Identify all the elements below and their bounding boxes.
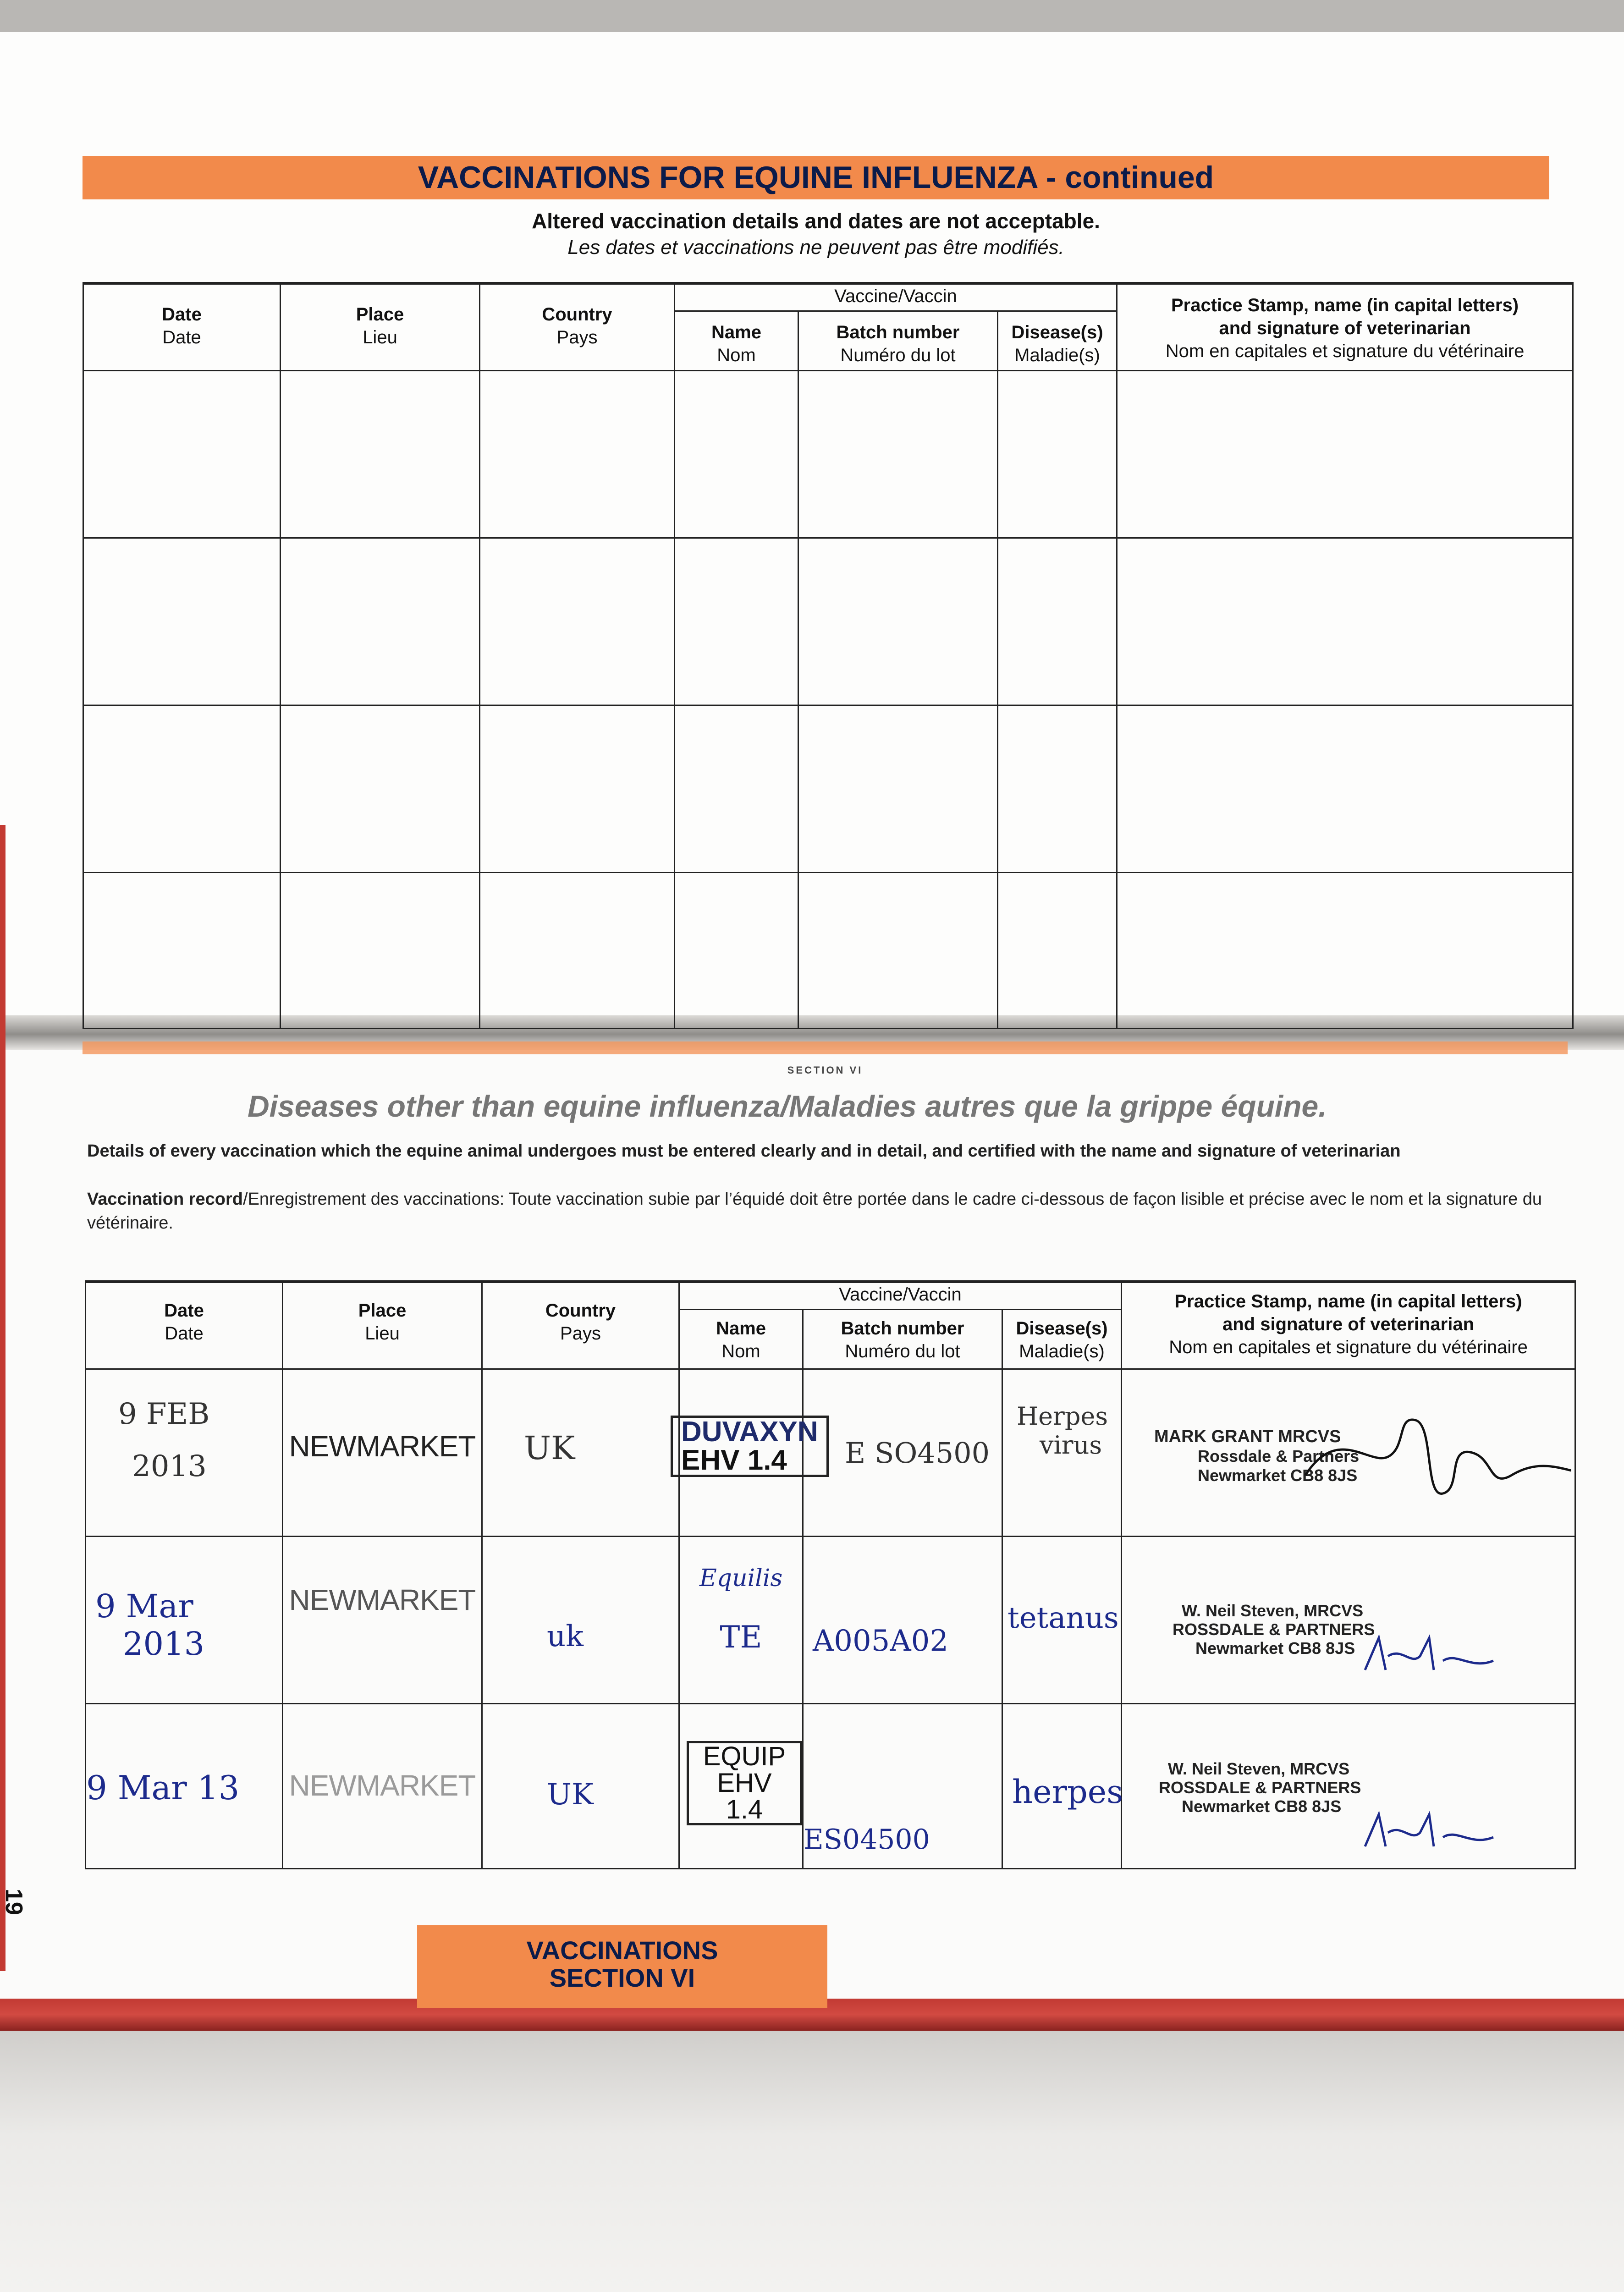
record-vaccine — [679, 1703, 803, 1868]
record-country — [482, 1703, 679, 1868]
col-country-en: Country — [545, 1300, 616, 1321]
record-batch-text: A005A02 — [813, 1624, 949, 1658]
col-disease-en: Disease(s) — [1016, 1318, 1108, 1339]
table-row — [83, 538, 1573, 705]
col-stamp-en-2: and signature of veterinarian — [1219, 318, 1471, 338]
table-row — [86, 1703, 1575, 1868]
table-row — [83, 705, 1573, 872]
vet-practice: ROSSDALE & PARTNERS — [1159, 1778, 1361, 1797]
record-batch — [803, 1369, 1002, 1536]
col-disease-fr: Maladie(s) — [1014, 345, 1100, 365]
table-row — [86, 1369, 1575, 1536]
col-name-en: Name — [711, 322, 761, 342]
col-batch-fr: Numéro du lot — [845, 1341, 960, 1361]
col-batch-fr: Numéro du lot — [840, 345, 956, 365]
col-stamp-fr: Nom en capitales et signature du vétérinaire — [1169, 1337, 1528, 1357]
col-name-fr: Nom — [717, 345, 756, 365]
col-vaccine-group: Vaccine/Vaccin — [679, 1282, 1122, 1309]
col-stamp-fr: Nom en capitales et signature du vétérinaire — [1165, 341, 1525, 361]
vet-name: W. Neil Steven, MRCVS — [1182, 1601, 1364, 1620]
vet-signature — [1360, 1629, 1498, 1684]
record-date-line2: 2013 — [123, 1625, 205, 1663]
record-vaccine-stamp — [671, 1416, 829, 1477]
record-country — [482, 1536, 679, 1703]
record-place — [283, 1536, 482, 1703]
col-disease-en: Disease(s) — [1011, 322, 1103, 342]
table-row — [83, 872, 1573, 1028]
col-batch — [803, 1309, 1002, 1369]
col-date — [83, 283, 281, 370]
col-name-fr: Nom — [721, 1341, 760, 1361]
scanner-background — [0, 2031, 1624, 2292]
col-name — [675, 311, 798, 370]
record-vet-stamp — [1122, 1369, 1575, 1536]
vet-address: Newmarket CB8 8JS — [1195, 1639, 1355, 1658]
vet-practice: Rossdale & Partners — [1198, 1447, 1360, 1466]
record-vaccine — [679, 1369, 818, 1536]
record-vaccine-line1: Equilis — [699, 1564, 783, 1592]
record-vaccine-line2: EHV 1.4 — [681, 1444, 787, 1476]
col-batch-en: Batch number — [836, 322, 960, 342]
vet-address: Newmarket CB8 8JS — [1198, 1466, 1358, 1485]
record-date-line1: 9 Mar — [95, 1587, 193, 1625]
vet-signature — [1296, 1397, 1571, 1516]
record-country-text: uk — [547, 1619, 584, 1653]
record-disease-line1: herpes — [1012, 1773, 1123, 1811]
section-title: Diseases other than equine influenza/Maladies autres que la grippe équine. — [248, 1089, 1327, 1123]
record-vaccine — [679, 1536, 803, 1703]
col-disease — [1002, 1309, 1122, 1369]
col-place-fr: Lieu — [363, 327, 397, 347]
record-disease — [1002, 1536, 1122, 1703]
vet-address: Newmarket CB8 8JS — [1182, 1797, 1342, 1816]
record-place-stamp: NEWMARKET — [289, 1769, 476, 1802]
record-batch-text: ES04500 — [804, 1823, 930, 1856]
cover-left-edge — [0, 825, 6, 1971]
notice-en: Altered vaccination details and dates are not acceptable. — [532, 209, 1100, 233]
record-country-text: UK — [547, 1777, 594, 1812]
record-vaccine-stamp — [687, 1741, 802, 1825]
record-place-stamp: NEWMARKET — [289, 1583, 476, 1616]
record-date — [86, 1536, 283, 1703]
record-date-line1: 9 FEB — [118, 1397, 210, 1431]
vet-practice: ROSSDALE & PARTNERS — [1173, 1620, 1375, 1639]
vaccination-table — [85, 1280, 1576, 1869]
col-vaccine-group: Vaccine/Vaccin — [675, 283, 1117, 311]
col-date — [86, 1282, 283, 1369]
vaccination-record-body: /Enregistrement des vaccinations: Toute vaccination subie par l’équidé doit être portée dans le cadre ci-dessous de façon lisible et précise avec le nom et la signature du vétérinaire. — [87, 1190, 1542, 1233]
col-country — [480, 283, 675, 370]
record-date-line2: 2013 — [132, 1449, 207, 1483]
vet-signature — [1360, 1805, 1498, 1860]
record-disease — [1002, 1369, 1122, 1536]
record-disease — [1002, 1703, 1122, 1868]
influenza-banner — [83, 156, 1549, 199]
record-vet-stamp — [1122, 1703, 1575, 1868]
record-vaccine-line2: TE — [720, 1619, 762, 1655]
col-stamp-en-2: and signature of veterinarian — [1222, 1314, 1475, 1334]
orange-strip-partial — [83, 1041, 1568, 1054]
section-details: Details of every vaccination which the equine animal undergoes must be entered clearly and in detail, and certified with the name and signature of veterinarian — [87, 1141, 1401, 1161]
col-batch — [798, 311, 998, 370]
influenza-table — [83, 282, 1574, 1029]
record-place-stamp: NEWMARKET — [289, 1429, 476, 1463]
section-label: SECTION VI — [787, 1064, 863, 1076]
col-country-fr: Pays — [556, 327, 598, 347]
col-date-fr: Date — [165, 1323, 204, 1344]
section-tab-line2: SECTION VI — [549, 1963, 695, 1992]
col-stamp-en-1: Practice Stamp, name (in capital letters) — [1174, 1291, 1522, 1311]
record-country — [482, 1369, 679, 1536]
table-row — [83, 370, 1573, 538]
record-vaccine-line1: EQUIP — [703, 1741, 786, 1771]
col-batch-en: Batch number — [841, 1318, 964, 1339]
influenza-banner-title: VACCINATIONS FOR EQUINE INFLUENZA - continued — [418, 160, 1214, 195]
record-batch-text: E SO4500 — [845, 1436, 990, 1470]
col-place — [283, 1282, 482, 1369]
section-tab — [417, 1925, 827, 2008]
record-date — [86, 1369, 283, 1536]
col-date-en: Date — [164, 1300, 204, 1321]
col-stamp-en-1: Practice Stamp, name (in capital letters) — [1171, 295, 1519, 315]
col-date-en: Date — [162, 304, 202, 325]
col-name-en: Name — [716, 1318, 766, 1339]
col-country-en: Country — [542, 304, 612, 325]
record-place — [283, 1703, 482, 1868]
col-place-en: Place — [358, 1300, 407, 1321]
col-place-en: Place — [356, 304, 404, 325]
page-number: 19 — [0, 1889, 27, 1915]
record-date — [86, 1703, 283, 1868]
vet-name: W. Neil Steven, MRCVS — [1168, 1759, 1350, 1778]
col-stamp — [1117, 283, 1573, 370]
col-place — [281, 283, 480, 370]
record-date-line1: 9 Mar 13 — [86, 1768, 240, 1807]
vaccination-record-text — [87, 1187, 1595, 1235]
col-name — [679, 1309, 803, 1369]
vet-name: MARK GRANT MRCVS — [1154, 1427, 1341, 1446]
col-place-fr: Lieu — [365, 1323, 400, 1344]
record-batch — [803, 1703, 1002, 1868]
record-disease-line1: tetanus — [1007, 1601, 1119, 1635]
record-country-text: UK — [524, 1429, 575, 1467]
record-batch — [803, 1536, 1002, 1703]
col-country-fr: Pays — [560, 1323, 601, 1344]
col-date-fr: Date — [162, 327, 201, 347]
record-disease-line2: virus — [1040, 1430, 1102, 1460]
vaccination-record-label: Vaccination record — [87, 1190, 243, 1209]
record-disease-line1: Herpes — [1017, 1401, 1108, 1431]
col-stamp — [1122, 1282, 1575, 1369]
record-vaccine-line2: EHV 1.4 — [717, 1768, 772, 1824]
notice-fr: Les dates et vaccinations ne peuvent pas être modifiés. — [567, 236, 1064, 259]
col-disease — [998, 311, 1117, 370]
record-vaccine-line1: DUVAXYN — [681, 1416, 818, 1448]
col-disease-fr: Maladie(s) — [1019, 1341, 1105, 1361]
table-row — [86, 1536, 1575, 1703]
col-country — [482, 1282, 679, 1369]
record-vet-stamp — [1122, 1536, 1575, 1703]
record-place — [283, 1369, 482, 1536]
section-tab-line1: VACCINATIONS — [526, 1936, 718, 1965]
